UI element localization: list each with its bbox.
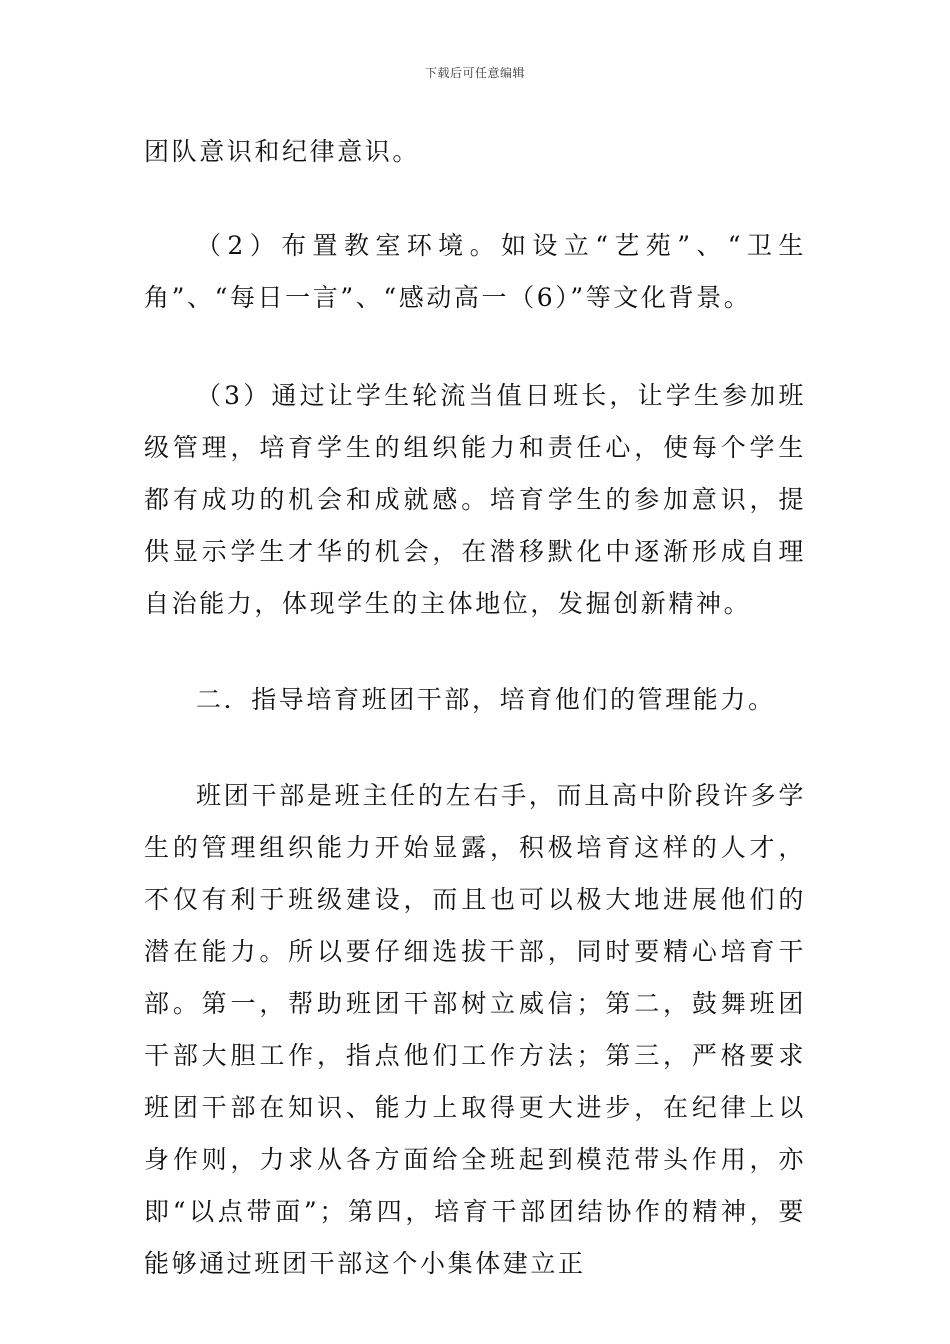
paragraph-cadre-training: 班团干部是班主任的左右手，而且高中阶段许多学生的管理组织能力开始显露，积极培育这样的人才，不仅有利于班级建设，而且也可以极大地进展他们的潜在能力。所以要仔细选拔干部，同时要精心培育干部。第一，帮助班团干部树立威信；第二，鼓舞班团干部大胆工作，指点他们工作方法；第三，严格要求班团干部在知识、能力上取得更大进步，在纪律上以身作则，力求从各方面给全班起到模范带头作用，亦即“以点带面”；第四，培育干部团结协作的精神，要能够通过班团干部这个小集体建立正	[144, 781, 806, 1278]
paragraph-classroom-environment: （2）布置教室环境。如设立“艺苑”、“卫生角”、“每日一言”、“感动高一（6）”等文化背景。	[144, 231, 806, 312]
paragraph-class-monitor-rotation: （3）通过让学生轮流当值日班长，让学生参加班级管理，培育学生的组织能力和责任心，使每个学生都有成功的机会和成就感。培育学生的参加意识，提供显示学生才华的机会，在潜移默化中逐渐形成自理自治能力，体现学生的主体地位，发掘创新精神。	[144, 381, 806, 618]
paragraph-continuation: 团队意识和纪律意识。	[144, 137, 421, 166]
section-heading-cadre-training: 二．指导培育班团干部，培育他们的管理能力。	[196, 685, 776, 714]
page-header-watermark: 下载后可任意编辑	[424, 66, 525, 80]
